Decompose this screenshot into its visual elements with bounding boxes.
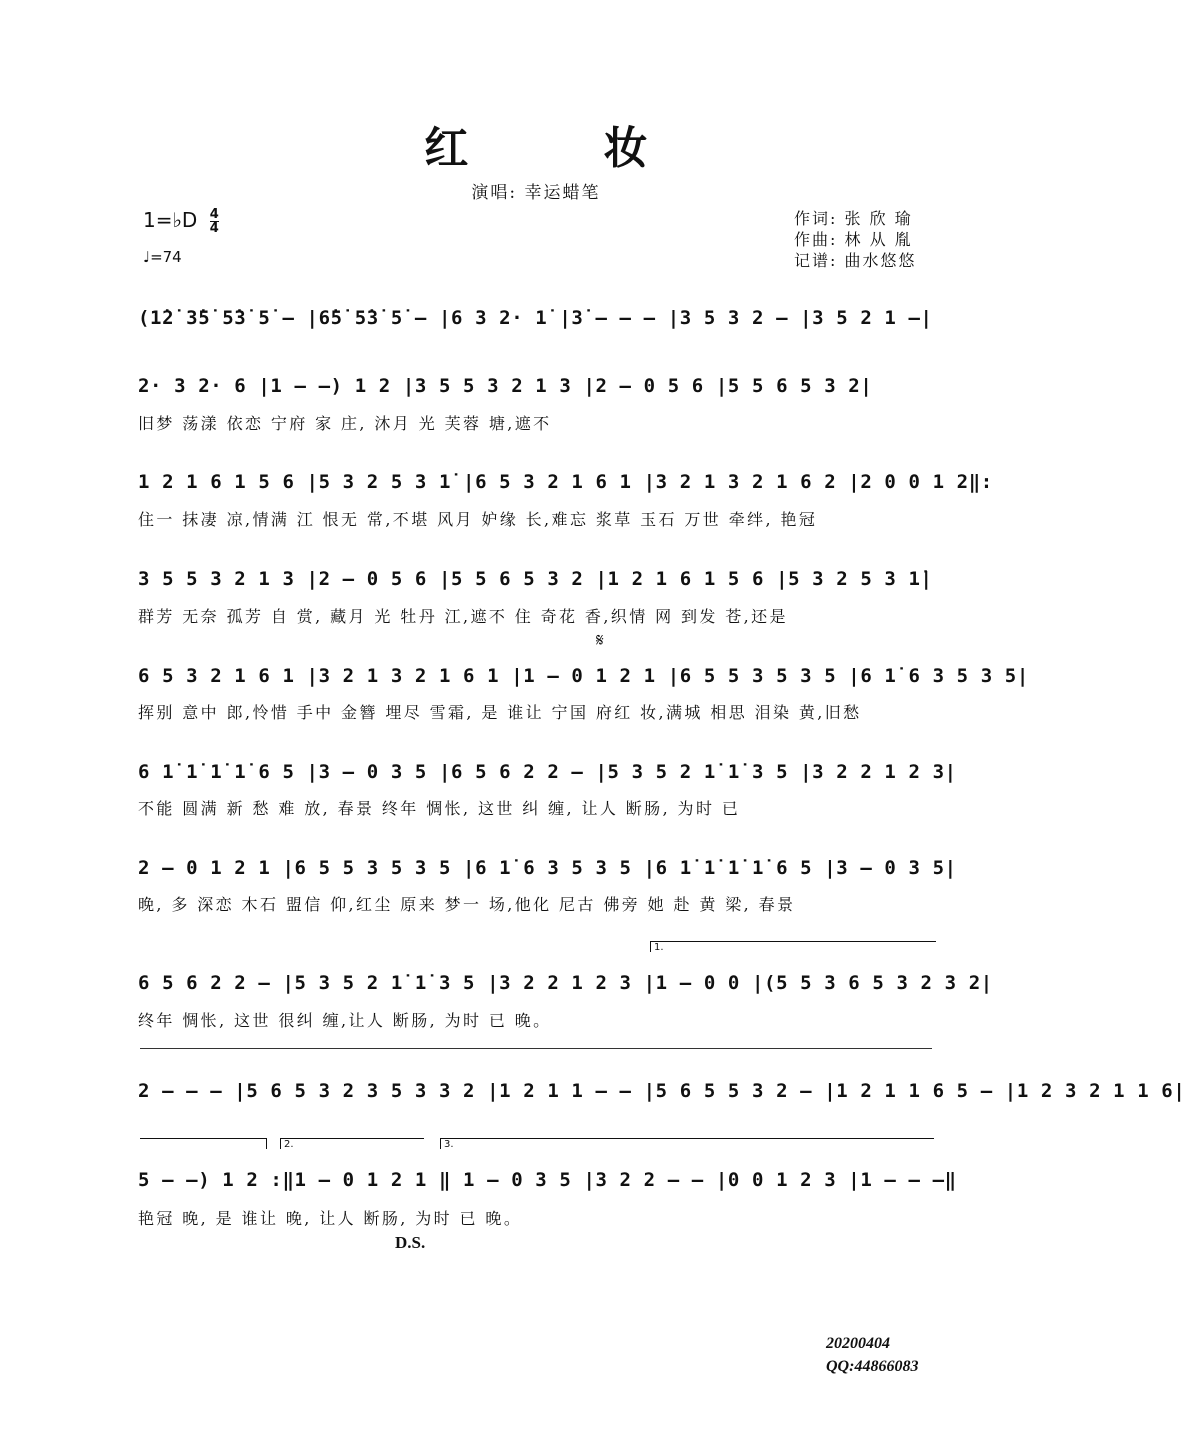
lyric-line-5: 挥别 意中 郎,怜惜 手中 金簪 埋尽 雪霜, 是 谁让 宁国 府红 妆,满城 相思 泪染 黄,旧愁 [138, 703, 862, 722]
notation-line: 5 – –) 1 2 :‖1 – 0 1 2 1 ‖ 1 – 0 3 5 |3 2 2 – – |0 0 1 2 3 |1 – – –‖ [138, 1169, 957, 1191]
transcriber-credit: 记谱: 曲水悠悠 [794, 251, 917, 270]
score-system-5 [138, 656, 1029, 696]
score-system-6 [138, 752, 957, 792]
volta-3: 3. [440, 1138, 934, 1149]
score-system-9 [138, 1071, 1185, 1111]
lyric-line-8: 终年 惆怅, 这世 很纠 缠,让人 断肠, 为时 已 晚。 [138, 1011, 552, 1030]
notation-line: 3 5 5 3 2 1 3 |2 – 0 5 6 |5 5 6 5 3 2 |1 2 1 6 1 5 6 |5 3 2 5 3 1̇| [138, 568, 933, 590]
notation-line: 6 5 3 2 1 6 1 |3 2 1 3 2 1 6 1 |1 – 0 1 2 1 |6 5 5 3 5 3 5 |6 1̇ 6 3 5 3 5| [138, 665, 1029, 687]
tempo-mark: ♩=74 [143, 248, 182, 266]
credits [794, 208, 916, 271]
key-label: 1=♭D [143, 208, 198, 232]
segno-sign: 𝄋 [596, 630, 604, 651]
notation-line: 6 1̇ 1̇ 1̇ 1̇ 6 5 |3 – 0 3 5 |6 5 6 2 2 – |5 3 5 2 1̇ 1̇ 3 5 |3 2 2 1 2 3| [138, 761, 957, 783]
score-system-1 [138, 298, 934, 338]
dal-segno-mark: D.S. [395, 1233, 426, 1252]
score-system-2 [138, 366, 934, 406]
time-signature [210, 208, 219, 235]
stamp-date: 20200404 [826, 1335, 890, 1352]
volta-end-bracket [140, 1138, 267, 1149]
score-system-4 [138, 559, 934, 599]
notation-line: 2 – 0 1 2 1 |6 5 5 3 5 3 5 |6 1̇ 6 3 5 3 5 |6 1̇ 1̇ 1̇ 1̇ 6 5 |3 – 0 3 5| [138, 857, 957, 879]
lyric-line-4: 群芳 无奈 孤芳 自 赏, 藏月 光 牡丹 江,遮不 住 奇花 香,织情 网 到发 苍,还是 [138, 607, 788, 626]
notation-line: 2· 3 2· 6 |1 – –) 1 2 |3 5 5 3 2 1 3 |2 – 0 5 6 |5 5 6 5 3 2| [138, 375, 873, 397]
notation-line: 2 – – – |5 6 5 3 2 3 5 3 3 2 |1 2 1 1 – – |5 6 5 5 3 2 – |1 2 1 1 6 5 – |1 2 3 2 1 1 6| [138, 1080, 1185, 1102]
singer-line: 演唱: 幸运蜡笔 [471, 183, 601, 203]
lyric-line-6: 不能 圆满 新 愁 难 放, 春景 终年 惆怅, 这世 纠 缠, 让人 断肠, 为时 已 [138, 799, 741, 818]
score-system-3 [138, 462, 993, 502]
time-denominator: 4 [209, 221, 219, 236]
volta-2: 2. [280, 1138, 424, 1149]
lyric-line-7: 晚, 多 深恋 木石 盟信 仰,红尘 原来 梦一 场,他化 尼古 佛旁 她 赴 黄 梁, 春景 [138, 895, 796, 914]
volta-1: 1. [650, 941, 936, 952]
score-system-8 [138, 963, 993, 1003]
lyricist-credit: 作词: 张 欣 瑜 [794, 209, 913, 228]
lyric-line-10: 艳冠 晚, 是 谁让 晚, 让人 断肠, 为时 已 晚。 [138, 1209, 523, 1228]
score-system-7 [138, 848, 957, 888]
date-stamp [826, 1332, 918, 1378]
stamp-qq: QQ:44866083 [826, 1358, 919, 1375]
key-signature [143, 208, 219, 235]
notation-line: 1 2 1 6 1 5 6 |5 3 2 5 3 1̇ |6 5 3 2 1 6 1 |3 2 1 3 2 1 6 2 |2 0 0 1 2‖: [138, 471, 993, 493]
song-title: 红 妆 [424, 123, 708, 174]
section-divider [140, 1048, 932, 1049]
lyric-line-2: 旧梦 荡漾 依恋 宁府 家 庄, 沐月 光 芙蓉 塘,遮不 [138, 414, 552, 433]
lyric-line-3: 住一 抹凄 凉,情满 江 恨无 常,不堪 风月 妒缘 长,难忘 浆草 玉石 万世 牵绊, 艳冠 [138, 510, 818, 529]
time-numerator: 4 [209, 207, 219, 222]
composer-credit: 作曲: 林 从 胤 [794, 230, 913, 249]
notation-line: 6 5 6 2 2 – |5 3 5 2 1̇ 1̇ 3 5 |3 2 2 1 2 3 |1 – 0 0 |(5 5 3 6 5 3 2 3 2| [138, 972, 993, 994]
score-system-10 [138, 1160, 957, 1200]
notation-line: (1̇2̇ 3̇5̇ 5̇3̇ 5̇ – |6̇5̇ 5̇3̇ 5̇ – |6 3 2· 1̇ |3̇ – – – |3 5 3 2 – |3 5 2 1 –| [138, 307, 933, 329]
